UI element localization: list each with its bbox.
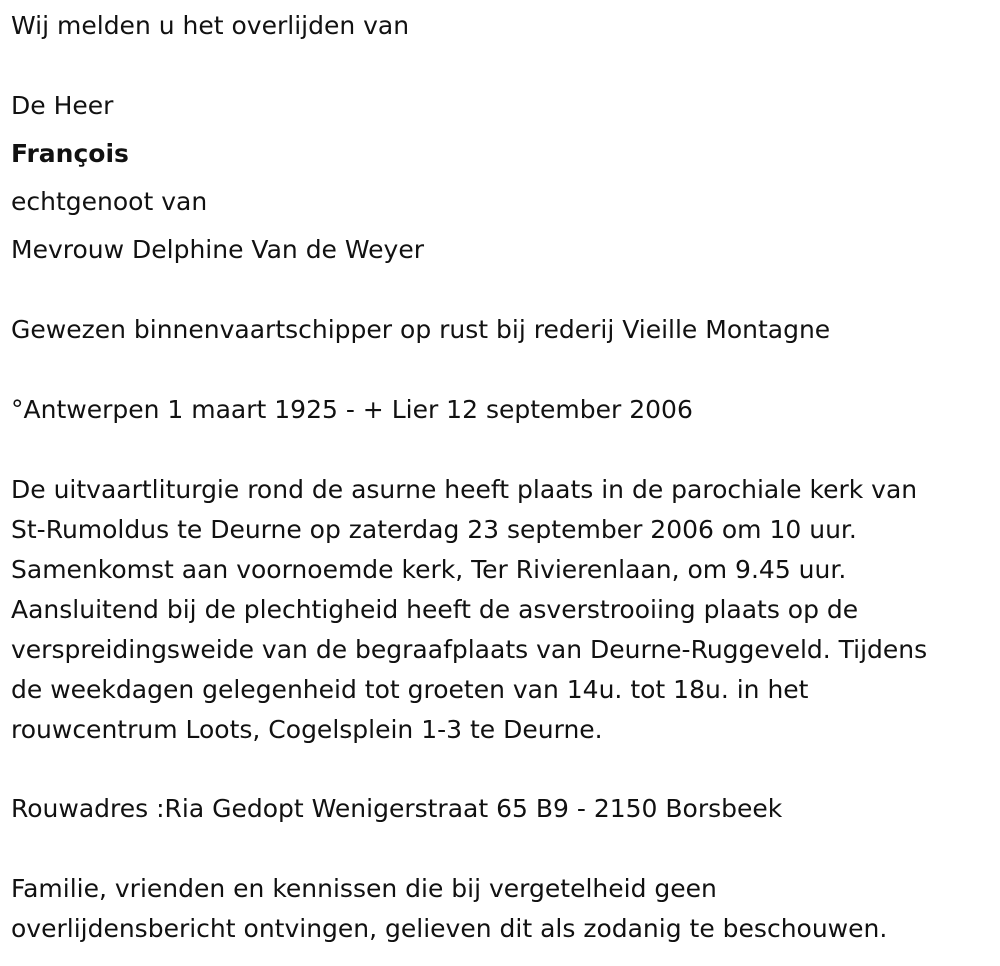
funeral-paragraph <box>11 470 996 750</box>
intro-text: Wij melden u het overlijden van <box>11 11 410 40</box>
funeral-line: rouwcentrum Loots, Cogelsplein 1-3 te Deurne. <box>11 715 603 744</box>
closing-line: overlijdensbericht ontvingen, gelieven dit als zodanig te beschouwen. <box>11 914 888 943</box>
funeral-line: de weekdagen gelegenheid tot groeten van 14u. tot 18u. in het <box>11 675 809 704</box>
mourning-address: Rouwadres :Ria Gedopt Wenigerstraat 65 B9 - 2150 Borsbeek <box>11 794 783 823</box>
funeral-line: St-Rumoldus te Deurne op zaterdag 23 september 2006 om 10 uur. <box>11 515 857 544</box>
occupation-text: Gewezen binnenvaartschipper op rust bij rederij Vieille Montagne <box>11 315 831 344</box>
funeral-line: Samenkomst aan voornoemde kerk, Ter Rivierenlaan, om 9.45 uur. <box>11 555 847 584</box>
funeral-line: Aansluitend bij de plechtigheid heeft de asverstrooiing plaats op de <box>11 595 859 624</box>
funeral-line: De uitvaartliturgie rond de asurne heeft plaats in de parochiale kerk van <box>11 475 918 504</box>
closing-paragraph <box>11 869 996 949</box>
spouse-name: Mevrouw Delphine Van de Weyer <box>11 235 424 264</box>
funeral-line: verspreidingsweide van de begraafplaats van Deurne-Ruggeveld. Tijdens <box>11 635 928 664</box>
relation-text: echtgenoot van <box>11 187 208 216</box>
deceased-name: François <box>11 139 129 168</box>
honorific: De Heer <box>11 91 114 120</box>
birth-death-dates: °Antwerpen 1 maart 1925 - + Lier 12 september 2006 <box>11 395 693 424</box>
closing-line: Familie, vrienden en kennissen die bij vergetelheid geen <box>11 874 717 903</box>
